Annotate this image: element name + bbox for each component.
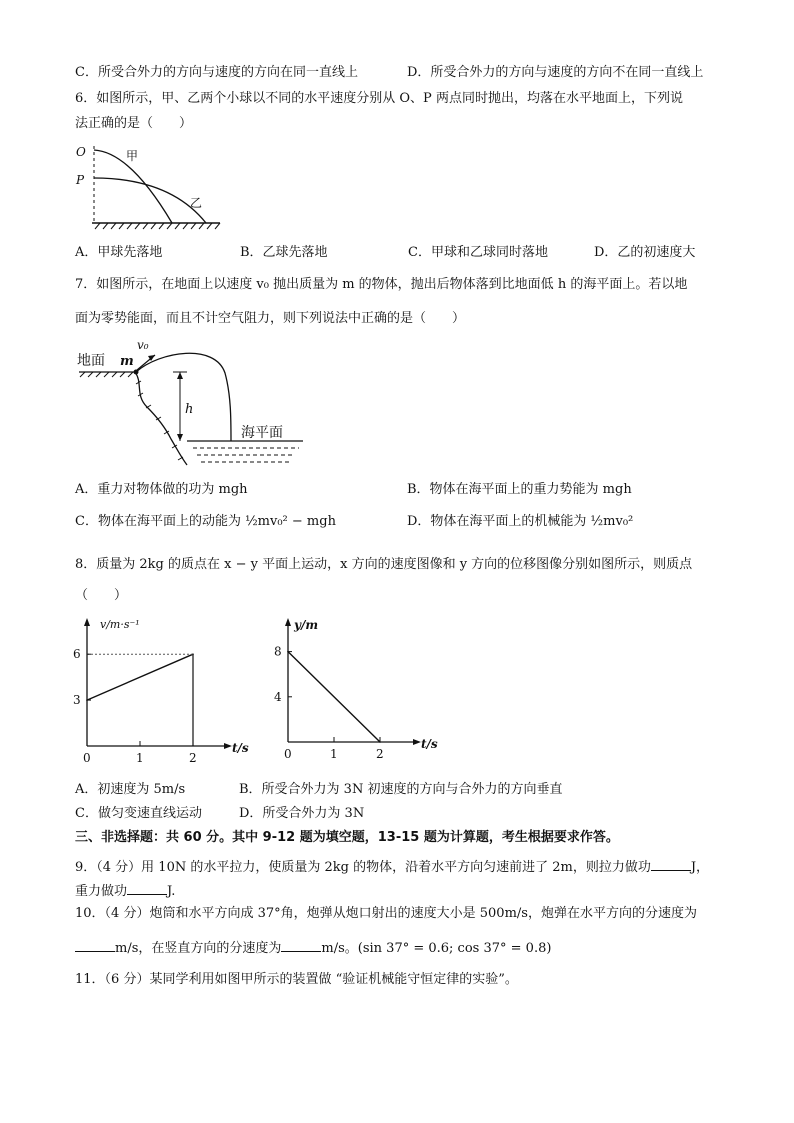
q7-figure <box>75 335 310 475</box>
q10-text-2a: m/s，在竖直方向的分速度为 <box>115 941 282 956</box>
q7-stem-line1: 7．如图所示，在地面上以速度 v₀ 抛出质量为 m 的物体，抛出后物体落到比地面低 h 的海平面上。若以地 <box>75 277 688 292</box>
q9-text-1b: J， <box>690 860 710 875</box>
q10-blank-1[interactable] <box>75 937 115 952</box>
q8-chart-velocity <box>60 610 265 770</box>
chart-v-ytick-label: 6 <box>73 647 81 662</box>
q6-label-P: P <box>76 173 85 187</box>
q7-cliff <box>135 372 187 465</box>
chart-y-ytick-label: 4 <box>274 689 282 704</box>
q6-figure <box>70 140 230 235</box>
chart-v-xtick-label: 0 <box>83 751 91 765</box>
q6-stem-line2: 法正确的是（ ） <box>75 116 193 131</box>
q7-label-v0: v₀ <box>137 338 149 352</box>
q5-option-c: C．所受合外力的方向与速度的方向在同一直线上 <box>75 65 358 80</box>
section3-heading: 三、非选择题：共 60 分。其中 9-12 题为填空题，13-15 题为计算题，考生根据要求作答。 <box>75 830 619 845</box>
chart-v-xlabel: t/s <box>232 741 249 755</box>
q7-h-arrow-bottom <box>177 434 183 441</box>
q6-option-a: A．甲球先落地 <box>75 245 163 260</box>
q7-option-a: A．重力对物体做的功为 mgh <box>75 482 248 497</box>
q6-option-c: C．甲球和乙球同时落地 <box>408 245 548 260</box>
chart-y-xtick-label: 2 <box>376 747 384 761</box>
q6-stem-line1: 6．如图所示，甲、乙两个小球以不同的水平速度分别从 O、P 两点同时抛出，均落在水平地面上，下列说 <box>75 91 683 106</box>
q8-option-c: C．做匀变速直线运动 <box>75 806 202 821</box>
chart-y-x-arrowhead <box>413 739 421 745</box>
q5-option-d: D．所受合外力的方向与速度的方向不在同一直线上 <box>407 65 704 80</box>
q7-trajectory <box>136 353 231 441</box>
q8-option-a: A．初速度为 5m/s <box>75 782 186 797</box>
q6-label-O: O <box>76 145 86 159</box>
q7-label-ground: 地面 <box>77 353 105 369</box>
q8-stem-line2: （ ） <box>75 588 128 603</box>
chart-y-y-arrowhead <box>285 618 291 626</box>
q7-label-h: h <box>185 402 194 417</box>
chart-v-y-arrowhead <box>84 618 90 626</box>
q10-line2 <box>75 937 551 958</box>
q7-stem-line2: 面为零势能面，而且不计空气阻力，则下列说法中正确的是（ ） <box>75 311 466 326</box>
q9-line2 <box>75 880 175 901</box>
q9-text-2a: 重力做功 <box>75 884 128 899</box>
q8-chart-displacement <box>265 610 455 770</box>
q10-text-2b: m/s。(sin 37° = 0.6; cos 37° = 0.8) <box>321 941 552 956</box>
q8-stem-line1: 8．质量为 2kg 的质点在 x − y 平面上运动，x 方向的速度图像和 y 方向的位移图像分别如图所示，则质点 <box>75 557 693 572</box>
chart-y-xlabel: t/s <box>421 737 438 751</box>
chart-v-ytick-label: 3 <box>73 693 81 708</box>
q9-blank-2[interactable] <box>127 880 167 895</box>
q6-option-b: B．乙球先落地 <box>240 245 328 260</box>
q7-label-sea: 海平面 <box>241 425 283 441</box>
q7-h-arrow-top <box>177 372 183 379</box>
q7-water-lines <box>193 448 299 462</box>
q6-label-jia: 甲 <box>126 149 139 163</box>
q7-option-b: B．物体在海平面上的重力势能为 mgh <box>407 482 632 497</box>
chart-v-xtick-label: 2 <box>189 751 197 765</box>
chart-v-x-arrowhead <box>224 743 232 749</box>
chart-v-series-line <box>87 654 193 700</box>
q9-text-2b: J. <box>167 884 176 899</box>
q7-option-d: D．物体在海平面上的机械能为 ½mv₀² <box>407 514 634 529</box>
chart-y-xtick-label: 0 <box>284 747 292 761</box>
q7-label-m: m <box>120 354 134 369</box>
chart-y-ylabel: y/m <box>294 618 319 632</box>
q6-option-d: D．乙的初速度大 <box>594 245 696 260</box>
q9-text-1a: 9．（4 分）用 10N 的水平拉力，使质量为 2kg 的物体，沿着水平方向匀速前进了 2m，则拉力做功 <box>75 860 651 875</box>
q9-line1 <box>75 856 709 877</box>
q8-option-d: D．所受合外力为 3N <box>239 806 365 821</box>
q10-blank-2[interactable] <box>281 937 321 952</box>
chart-v-xtick-label: 1 <box>136 751 144 765</box>
q9-blank-1[interactable] <box>651 856 691 871</box>
q7-ground-hatch <box>80 372 133 377</box>
q7-option-c: C．物体在海平面上的动能为 ½mv₀² − mgh <box>75 514 336 529</box>
chart-v-ylabel: v/m·s⁻¹ <box>100 618 140 631</box>
chart-y-ytick-label: 8 <box>274 644 282 659</box>
q6-label-yi: 乙 <box>190 196 203 210</box>
chart-y-xtick-label: 1 <box>330 747 338 761</box>
q8-option-b: B．所受合外力为 3N 初速度的方向与合外力的方向垂直 <box>239 782 563 797</box>
q10-line1: 10．（4 分）炮筒和水平方向成 37°角，炮弹从炮口射出的速度大小是 500m/s，炮弹在水平方向的分速度为 <box>75 906 697 921</box>
q6-ground-hatch <box>95 223 220 229</box>
chart-y-series-line <box>288 652 380 742</box>
q11-line1: 11．（6 分）某同学利用如图甲所示的装置做 “验证机械能守恒定律的实验”。 <box>75 972 518 987</box>
